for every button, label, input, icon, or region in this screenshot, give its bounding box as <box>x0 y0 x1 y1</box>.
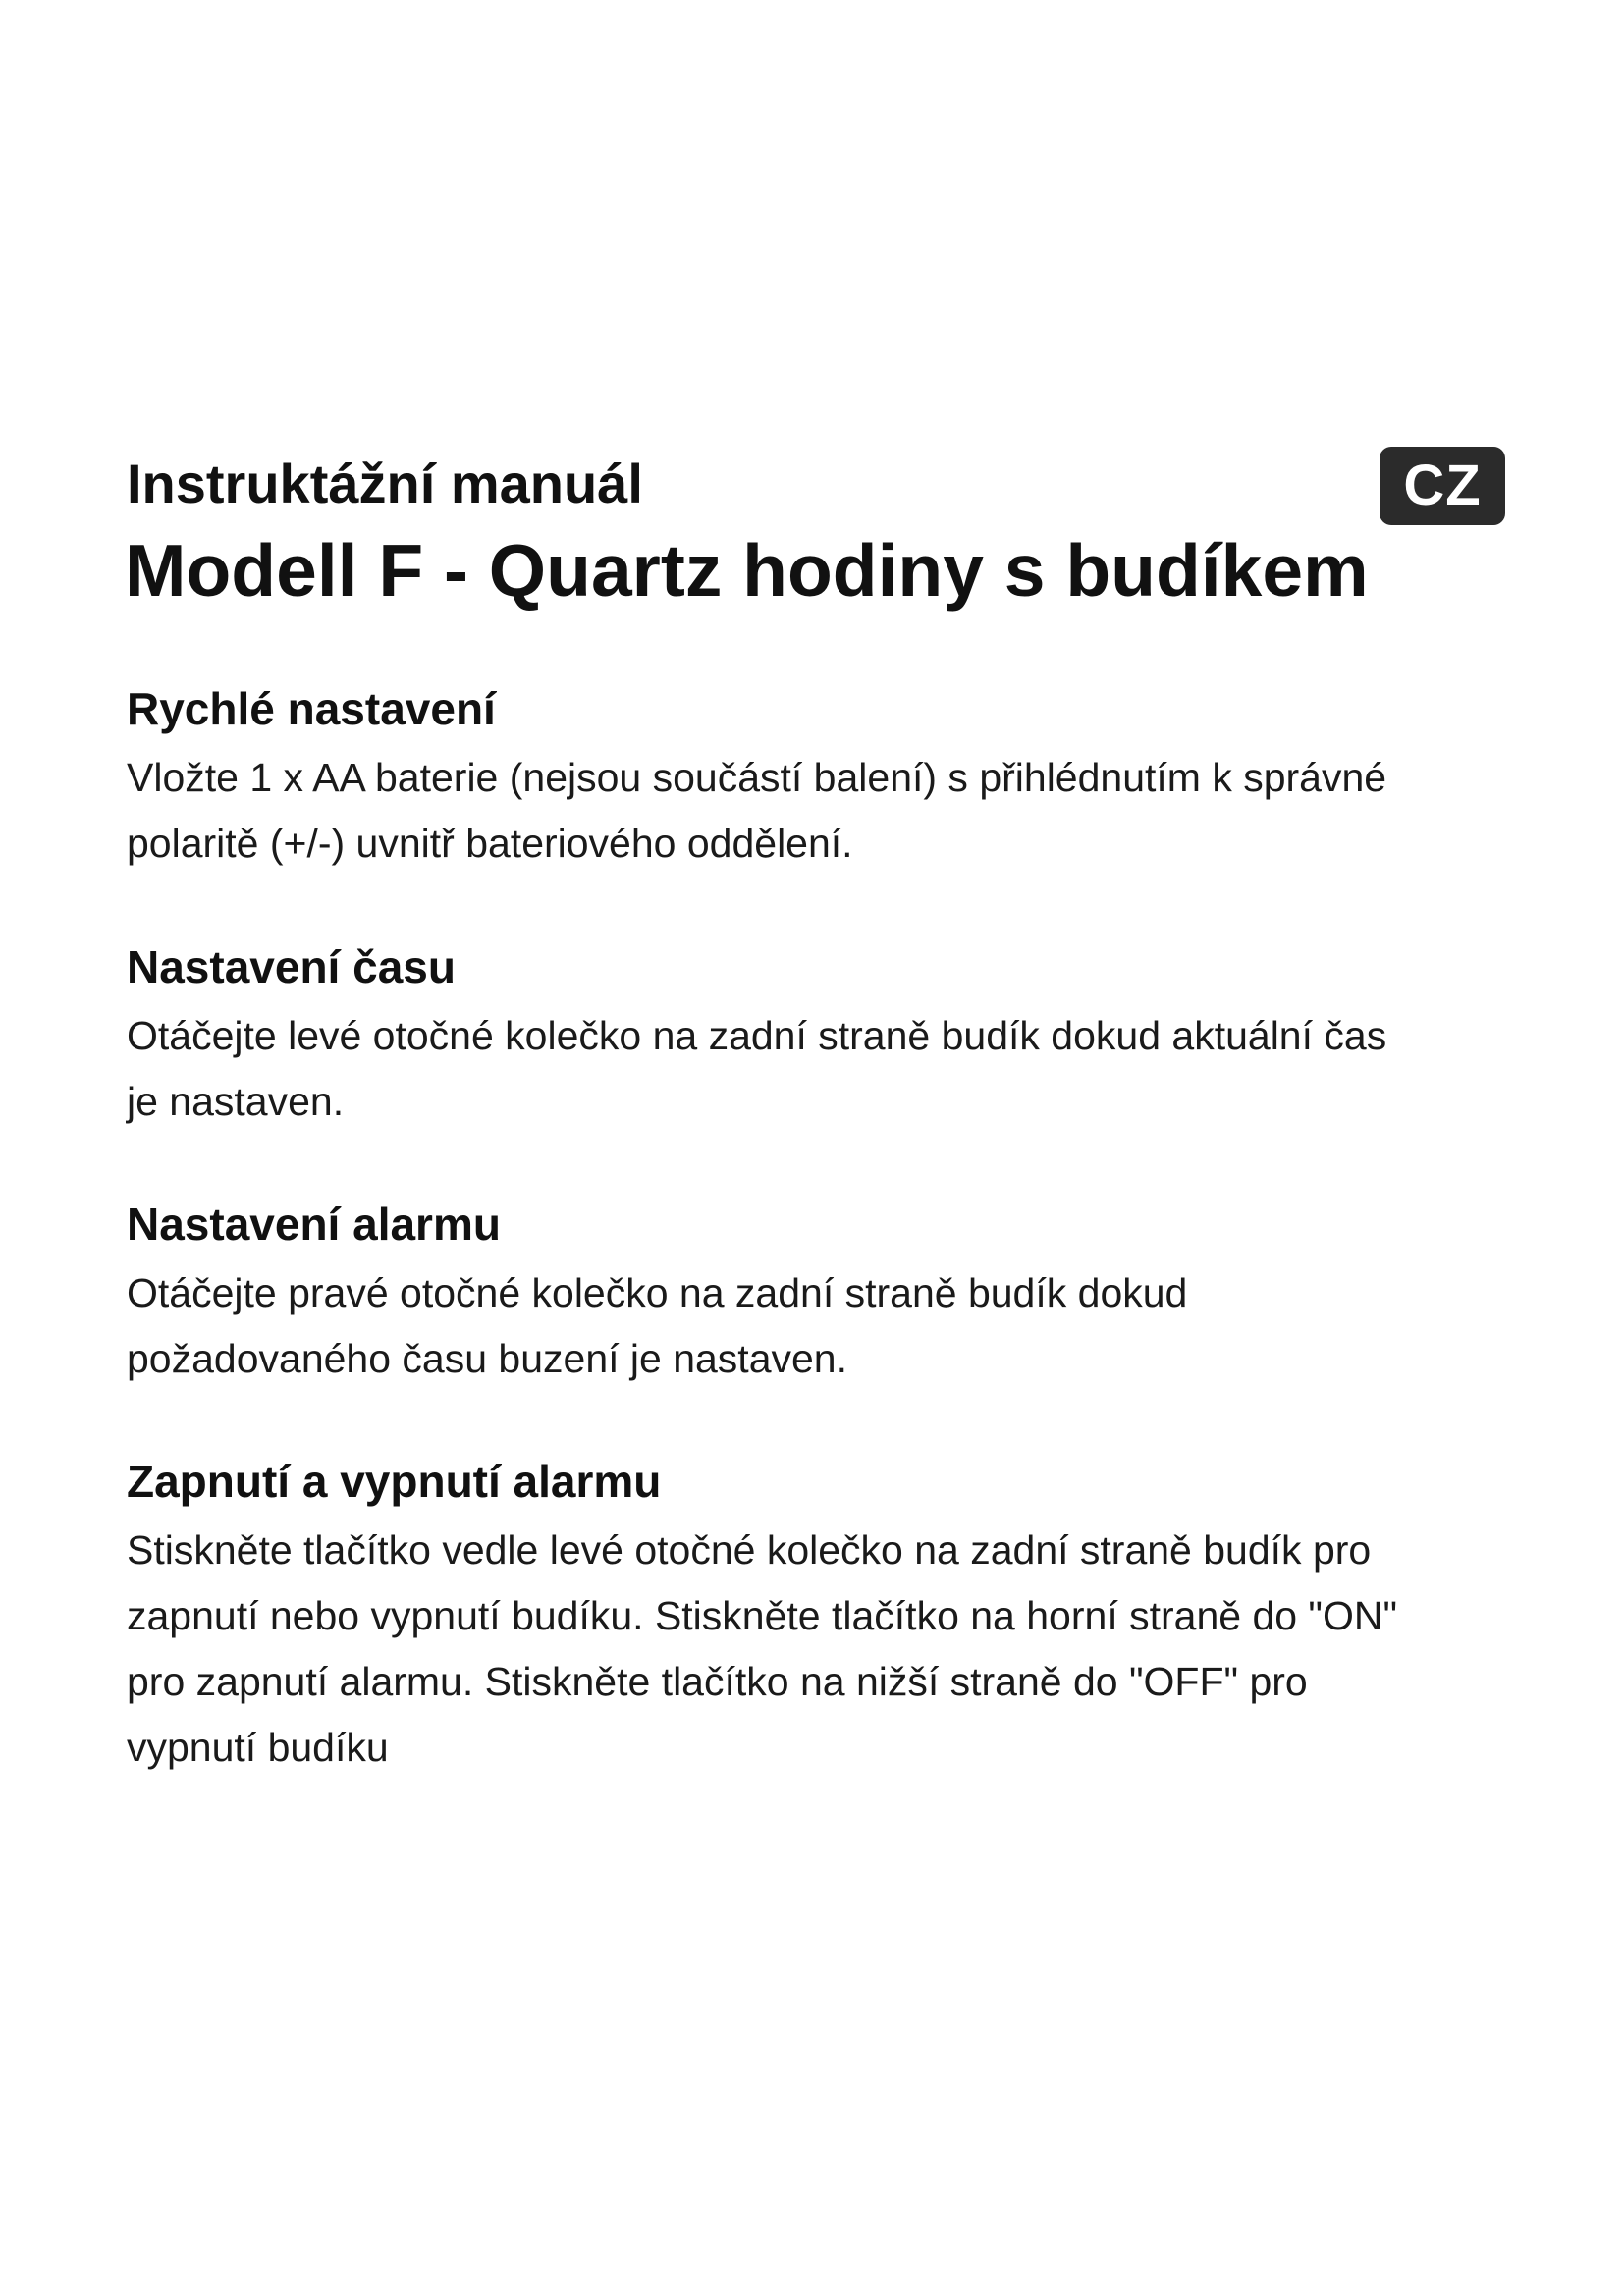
section-time-setting <box>127 940 1521 1135</box>
language-badge: CZ <box>1380 447 1505 525</box>
body-line: vypnutí budíku <box>127 1725 389 1771</box>
body-line: požadovaného času buzení je nastaven. <box>127 1336 847 1382</box>
body-line: Otáčejte pravé otočné kolečko na zadní straně budík dokud <box>127 1270 1188 1316</box>
body-line: je nastaven. <box>127 1079 345 1125</box>
body-line: Vložte 1 x AA baterie (nejsou součástí balení) s přihlédnutím k správné <box>127 755 1387 801</box>
section-quick-setup <box>127 682 1521 877</box>
section-alarm-toggle <box>127 1455 1521 1781</box>
section-heading: Nastavení alarmu <box>127 1199 501 1250</box>
section-body <box>127 1518 1521 1781</box>
manual-subtitle: Instruktážní manuál <box>127 453 643 514</box>
body-line: polaritě (+/-) uvnitř bateriového oddělení. <box>127 821 853 867</box>
body-line: Otáčejte levé otočné kolečko na zadní straně budík dokud aktuální čas <box>127 1013 1387 1059</box>
section-body <box>127 1003 1521 1135</box>
section-heading: Nastavení času <box>127 941 456 992</box>
body-line: zapnutí nebo vypnutí budíku. Stiskněte tlačítko na horní straně do "ON" <box>127 1593 1398 1639</box>
manual-title: Modell F - Quartz hodiny s budíkem <box>125 529 1369 612</box>
section-body <box>127 745 1521 877</box>
body-line: pro zapnutí alarmu. Stiskněte tlačítko na nižší straně do "OFF" pro <box>127 1659 1308 1705</box>
section-body <box>127 1260 1521 1392</box>
section-heading: Rychlé nastavení <box>127 683 496 734</box>
section-heading: Zapnutí a vypnutí alarmu <box>127 1456 662 1507</box>
section-alarm-setting <box>127 1198 1521 1392</box>
body-line: Stiskněte tlačítko vedle levé otočné kolečko na zadní straně budík pro <box>127 1527 1372 1574</box>
